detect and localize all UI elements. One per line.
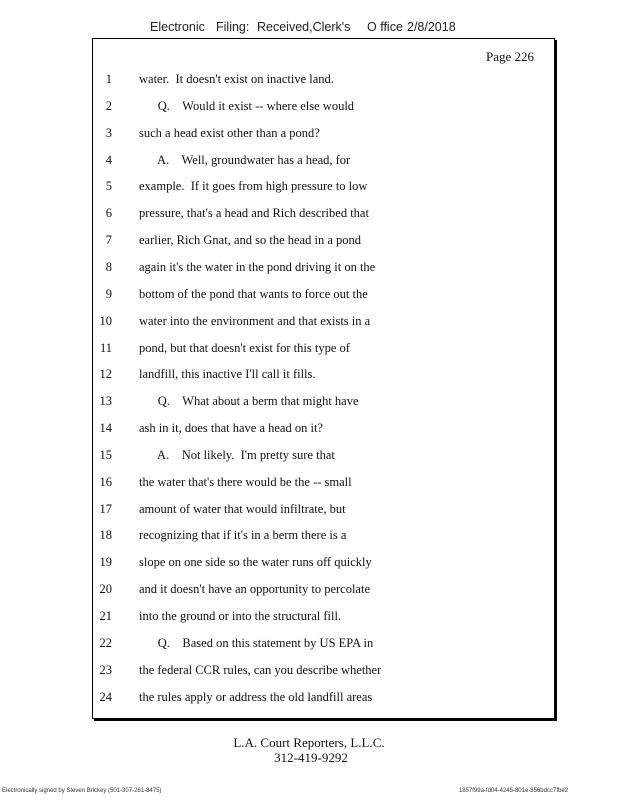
- line-number: 16: [99, 474, 112, 489]
- transcript-line: [0, 555, 618, 575]
- line-text: Q. What about a berm that might have: [139, 394, 359, 409]
- line-text: and it doesn't have an opportunity to percolate: [139, 582, 371, 597]
- line-text: Q. Would it exist -- where else would: [139, 98, 355, 113]
- line-number: 10: [99, 313, 112, 328]
- line-number: 19: [99, 555, 112, 570]
- line-number: 5: [105, 179, 112, 194]
- line-text: earlier, Rich Gnat, and so the head in a pond: [139, 233, 361, 248]
- electronic-signature: Electronically signed by Steven Brickey (501-307-261-8475): [2, 788, 162, 794]
- line-number: 8: [105, 259, 112, 274]
- transcript-line: [0, 287, 618, 307]
- transcript-line: [0, 260, 618, 280]
- line-number: 13: [99, 394, 112, 409]
- line-number: 23: [99, 662, 112, 677]
- transcript-line: [0, 690, 618, 710]
- line-number: 7: [105, 233, 112, 248]
- line-number: 12: [99, 367, 112, 382]
- line-number: 15: [99, 447, 112, 462]
- transcript-line: [0, 448, 618, 468]
- transcript-line: [0, 636, 618, 656]
- transcript-line: [0, 394, 618, 414]
- transcript-line: [0, 582, 618, 602]
- document-hash: 1857f99a-fd04-4245-801e-856bdcc7fbe2: [458, 788, 568, 794]
- line-text: slope on one side so the water runs off quickly: [139, 555, 372, 570]
- line-number: 17: [99, 501, 112, 516]
- transcript-line: [0, 609, 618, 629]
- line-text: Q. Based on this statement by US EPA in: [139, 635, 374, 650]
- line-text: A. Not likely. I'm pretty sure that: [139, 447, 335, 462]
- line-number: 24: [99, 689, 112, 704]
- transcript-line: [0, 179, 618, 199]
- line-text: pond, but that doesn't exist for this type of: [139, 340, 350, 355]
- line-number: 1: [105, 72, 112, 86]
- transcript-line: [0, 663, 618, 683]
- line-number: 22: [99, 635, 112, 650]
- line-text: the rules apply or address the old landfill areas: [139, 689, 373, 704]
- line-text: again it's the water in the pond driving it on the: [139, 259, 376, 274]
- footer-phone: 312-419-9292: [274, 750, 348, 765]
- line-text: bottom of the pond that wants to force out the: [139, 286, 368, 301]
- header-electronic: Electronic: [150, 20, 205, 34]
- transcript-line: [0, 367, 618, 387]
- transcript-line: [0, 341, 618, 361]
- line-text: landfill, this inactive I'll call it fills.: [139, 367, 316, 382]
- line-text: pressure, that's a head and Rich described that: [139, 206, 369, 221]
- line-text: into the ground or into the structural fill.: [139, 609, 342, 623]
- header-filing: Filing:: [216, 20, 250, 34]
- line-text: water into the environment and that exists in a: [139, 313, 371, 328]
- transcript-line: [0, 126, 618, 146]
- footer-company: L.A. Court Reporters, L.L.C.: [233, 735, 385, 750]
- header-received: Received,Clerk's: [257, 20, 351, 34]
- line-number: 3: [105, 125, 112, 140]
- page-number: Page 226: [486, 49, 535, 64]
- line-text: amount of water that would infiltrate, but: [139, 501, 346, 516]
- line-text: example. If it goes from high pressure to low: [139, 179, 368, 194]
- line-text: ash in it, does that have a head on it?: [139, 421, 323, 436]
- line-number: 14: [99, 421, 112, 436]
- transcript-line: [0, 502, 618, 522]
- line-text: the federal CCR rules, can you describe whether: [139, 662, 382, 677]
- line-number: 9: [105, 286, 112, 301]
- line-number: 21: [99, 609, 112, 623]
- line-text: recognizing that if it's in a berm there is a: [139, 528, 347, 543]
- transcript-line: [0, 153, 618, 173]
- line-number: 11: [99, 340, 112, 355]
- transcript-line: [0, 421, 618, 441]
- line-number: 6: [105, 206, 112, 221]
- header-date: 2/8/2018: [407, 20, 456, 34]
- line-text: such a head exist other than a pond?: [139, 125, 320, 140]
- transcript-line: [0, 233, 618, 253]
- line-text: the water that's there would be the -- small: [139, 474, 352, 489]
- transcript-line: [0, 72, 618, 92]
- line-number: 2: [105, 98, 112, 113]
- line-number: 20: [99, 582, 112, 597]
- line-text: A. Well, groundwater has a head, for: [139, 152, 351, 167]
- transcript-line: [0, 475, 618, 495]
- line-number: 18: [99, 528, 112, 543]
- header-office: O ffice: [367, 20, 403, 34]
- transcript-line: [0, 528, 618, 548]
- line-number: 4: [105, 152, 112, 167]
- transcript-line: [0, 99, 618, 119]
- filing-header: [0, 20, 618, 40]
- transcript-line: [0, 206, 618, 226]
- line-text: water. It doesn't exist on inactive land.: [139, 72, 334, 86]
- transcript-line: [0, 314, 618, 334]
